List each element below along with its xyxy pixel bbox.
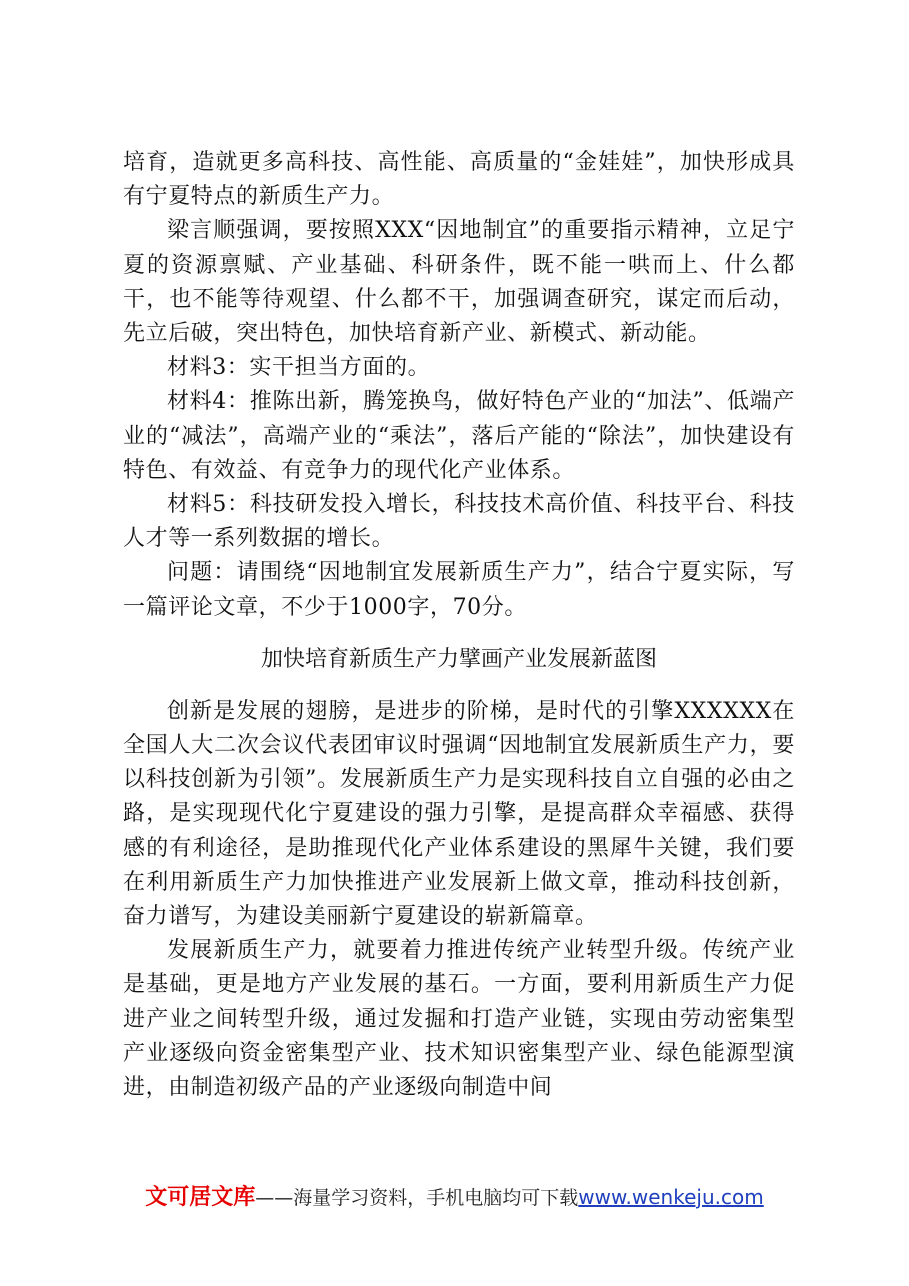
footer-tagline: ——海量学习资料，手机电脑均可下载 xyxy=(255,1187,579,1209)
essay-paragraph: 发展新质生产力，就要着力推进传统产业转型升级。传统产业是基础，更是地方产业发展的基石。一方面，要利用新质生产力促进产业之间转型升级，通过发掘和打造产业链，实现由劳动密集型产业逐级向资金密集型产业、技术知识密集型产业、绿色能源型演进，由制造初级产品的产业逐级向制造中间 xyxy=(123,938,795,1101)
footer-brand: 文可居文库 xyxy=(145,1185,256,1210)
document-body xyxy=(123,146,795,1105)
footer-banner xyxy=(0,1183,909,1212)
essay-title: 加快培育新质生产力擘画产业发展新蓝图 xyxy=(260,646,657,672)
paragraph-material-5: 材料5：科技研发投入增长，科技技术高价值、科技平台、科技人才等一系列数据的增长。 xyxy=(123,492,795,552)
paragraph-question: 问题：请围绕“因地制宜发展新质生产力”，结合宁夏实际，写一篇评论文章，不少于1000字，70分。 xyxy=(123,560,795,620)
paragraph-material-4: 材料4：推陈出新，腾笼换鸟，做好特色产业的“加法”、低端产业的“减法”，高端产业的“乘法”，落后产能的“除法”，加快建设有特色、有效益、有竞争力的现代化产业体系。 xyxy=(123,389,795,483)
paragraph-material-3: 材料3：实干担当方面的。 xyxy=(167,355,431,381)
essay-paragraph: 创新是发展的翅膀，是进步的阶梯，是时代的引擎XXXXXX在全国人大二次会议代表团审议时强调“因地制宜发展新质生产力，要以科技创新为引领”。发展新质生产力是实现科技自立自强的必由之路，是实现现代化宁夏建设的强力引擎，是提高群众幸福感、获得感的有利途径，是助推现代化产业体系建设的黑犀牛关键，我们要在利用新质生产力加快推进产业发展新上做文章，推动科技创新，奋力谱写，为建设美丽新宁夏建设的崭新篇章。 xyxy=(123,698,795,930)
paragraph-continuation: 培育，造就更多高科技、高性能、高质量的“金娃娃”，加快形成具有宁夏特点的新质生产力。 xyxy=(123,150,795,210)
footer-url-link[interactable]: www.wenkeju.com xyxy=(578,1185,764,1209)
paragraph-liang-quote: 梁言顺强调，要按照XXX“因地制宜”的重要指示精神，立足宁夏的资源禀赋、产业基础、科研条件，既不能一哄而上、什么都干，也不能等待观望、什么都不干，加强调查研究，谋定而后动，先立后破，突出特色，加快培育新产业、新模式、新动能。 xyxy=(123,218,795,347)
